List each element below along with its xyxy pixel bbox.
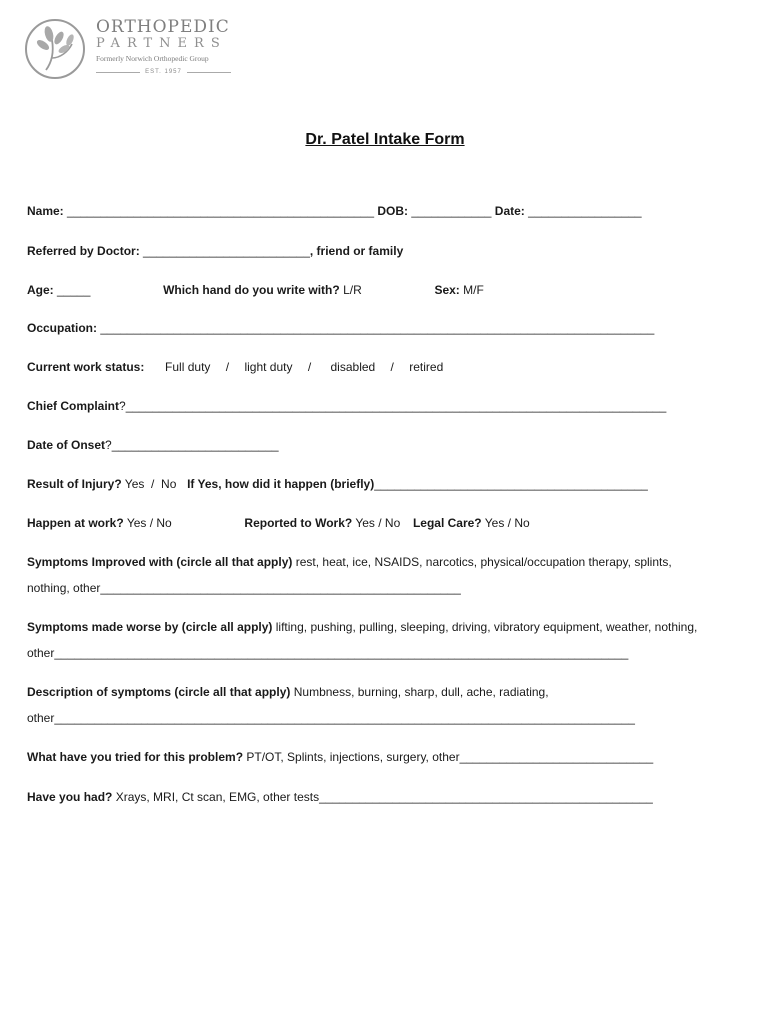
- row-improved: [27, 554, 672, 570]
- sex-options[interactable]: M/F: [463, 283, 484, 297]
- dob-field[interactable]: ____________: [411, 204, 492, 218]
- tried-other-field[interactable]: _____________________________: [459, 750, 654, 764]
- row-chief-complaint: [27, 398, 666, 414]
- chief-complaint-qmark: ?: [119, 399, 126, 413]
- tried-options[interactable]: PT/OT, Splints, injections, surgery, other: [246, 750, 460, 764]
- work-status-full-duty[interactable]: Full duty: [165, 360, 211, 374]
- onset-label: Date of Onset: [27, 438, 106, 452]
- referred-suffix: , friend or family: [309, 244, 404, 258]
- name-label: Name:: [27, 204, 68, 218]
- date-field[interactable]: _________________: [528, 204, 642, 218]
- injury-label: Result of Injury?: [27, 477, 122, 491]
- row-referred: [27, 243, 403, 259]
- happen-at-work-label: Happen at work?: [27, 516, 124, 530]
- onset-qmark: ?: [105, 438, 112, 452]
- form-title: Dr. Patel Intake Form: [305, 131, 465, 148]
- injury-options[interactable]: Yes / No: [124, 477, 177, 491]
- row-worse: [27, 619, 697, 635]
- logo-name-line2: PARTNERS: [96, 36, 227, 51]
- work-status-sep-3: /: [390, 360, 394, 374]
- logo-formerly: Formerly Norwich Orthopedic Group: [96, 54, 209, 63]
- row-occupation: [27, 320, 654, 336]
- injury-how-label: If Yes, how did it happen (briefly): [187, 477, 375, 491]
- tried-label: What have you tried for this problem?: [27, 750, 244, 764]
- name-field[interactable]: ______________________________________________: [67, 204, 375, 218]
- legal-care-label: Legal Care?: [412, 516, 482, 530]
- hand-options[interactable]: L/R: [343, 283, 362, 297]
- reported-options[interactable]: Yes / No: [355, 516, 401, 530]
- work-status-label: Current work status:: [27, 360, 145, 374]
- work-status-retired[interactable]: retired: [409, 360, 444, 374]
- work-status-sep-2: /: [307, 360, 312, 374]
- date-label: Date:: [494, 204, 529, 218]
- dob-label: DOB:: [377, 204, 412, 218]
- had-options[interactable]: Xrays, MRI, Ct scan, EMG, other tests: [115, 790, 320, 804]
- description-options[interactable]: Numbness, burning, sharp, dull, ache, radiating,: [293, 685, 549, 699]
- logo-rule-right: [187, 72, 231, 73]
- worse-other-label: other: [27, 646, 55, 660]
- logo-wordmark: [96, 18, 241, 75]
- referred-field[interactable]: _________________________: [143, 244, 310, 258]
- age-label: Age:: [27, 283, 57, 297]
- description-label: Description of symptoms (circle all that apply): [27, 685, 291, 699]
- age-field[interactable]: _____: [57, 283, 91, 297]
- had-other-field[interactable]: __________________________________________________: [319, 790, 653, 804]
- row-had: [27, 789, 653, 805]
- legal-care-options[interactable]: Yes / No: [484, 516, 530, 530]
- chief-complaint-label: Chief Complaint: [27, 399, 119, 413]
- description-other-field[interactable]: _______________________________________________________________________________________: [54, 711, 635, 725]
- work-status-light-duty[interactable]: light duty: [244, 360, 293, 374]
- row-worse-2: [27, 645, 628, 661]
- practice-logo: [24, 18, 239, 86]
- improved-other-label: nothing, other: [27, 581, 101, 595]
- row-work-status: [27, 359, 443, 375]
- leaf-emblem-icon: [24, 18, 86, 80]
- onset-field[interactable]: _________________________: [111, 438, 279, 452]
- occupation-label: Occupation:: [27, 321, 101, 335]
- row-description-2: [27, 710, 635, 726]
- row-improved-2: [27, 580, 461, 596]
- improved-options[interactable]: rest, heat, ice, NSAIDS, narcotics, physical/occupation therapy, splints,: [295, 555, 672, 569]
- injury-how-field[interactable]: _________________________________________: [374, 477, 648, 491]
- row-work: [27, 515, 530, 531]
- referred-label: Referred by Doctor:: [27, 244, 144, 258]
- logo-rule-left: [96, 72, 140, 73]
- row-tried: [27, 749, 653, 765]
- happen-at-work-options[interactable]: Yes / No: [126, 516, 172, 530]
- sex-label: Sex:: [434, 283, 464, 297]
- reported-label: Reported to Work?: [244, 516, 353, 530]
- row-injury: [27, 476, 648, 492]
- improved-label: Symptoms Improved with (circle all that apply): [27, 555, 293, 569]
- worse-other-field[interactable]: ______________________________________________________________________________________: [54, 646, 629, 660]
- work-status-disabled[interactable]: disabled: [330, 360, 376, 374]
- row-age: [27, 282, 484, 298]
- hand-label: Which hand do you write with?: [163, 283, 344, 297]
- logo-established: [96, 69, 231, 75]
- logo-name-line1: ORTHOPEDIC: [96, 17, 230, 37]
- worse-label: Symptoms made worse by (circle all apply): [27, 620, 273, 634]
- logo-est-text: EST. 1957: [145, 69, 182, 75]
- row-name: [27, 203, 642, 219]
- chief-complaint-field[interactable]: _________________________________________________________________________________: [125, 399, 667, 413]
- row-onset: [27, 437, 279, 453]
- work-status-sep-1: /: [225, 360, 230, 374]
- improved-other-field[interactable]: ______________________________________________________: [100, 581, 461, 595]
- had-label: Have you had?: [27, 790, 113, 804]
- worse-options[interactable]: lifting, pushing, pulling, sleeping, driving, vibratory equipment, weather, nothing,: [275, 620, 698, 634]
- occupation-field[interactable]: ___________________________________________________________________________________: [100, 321, 655, 335]
- description-other-label: other: [27, 711, 55, 725]
- row-description: [27, 684, 549, 700]
